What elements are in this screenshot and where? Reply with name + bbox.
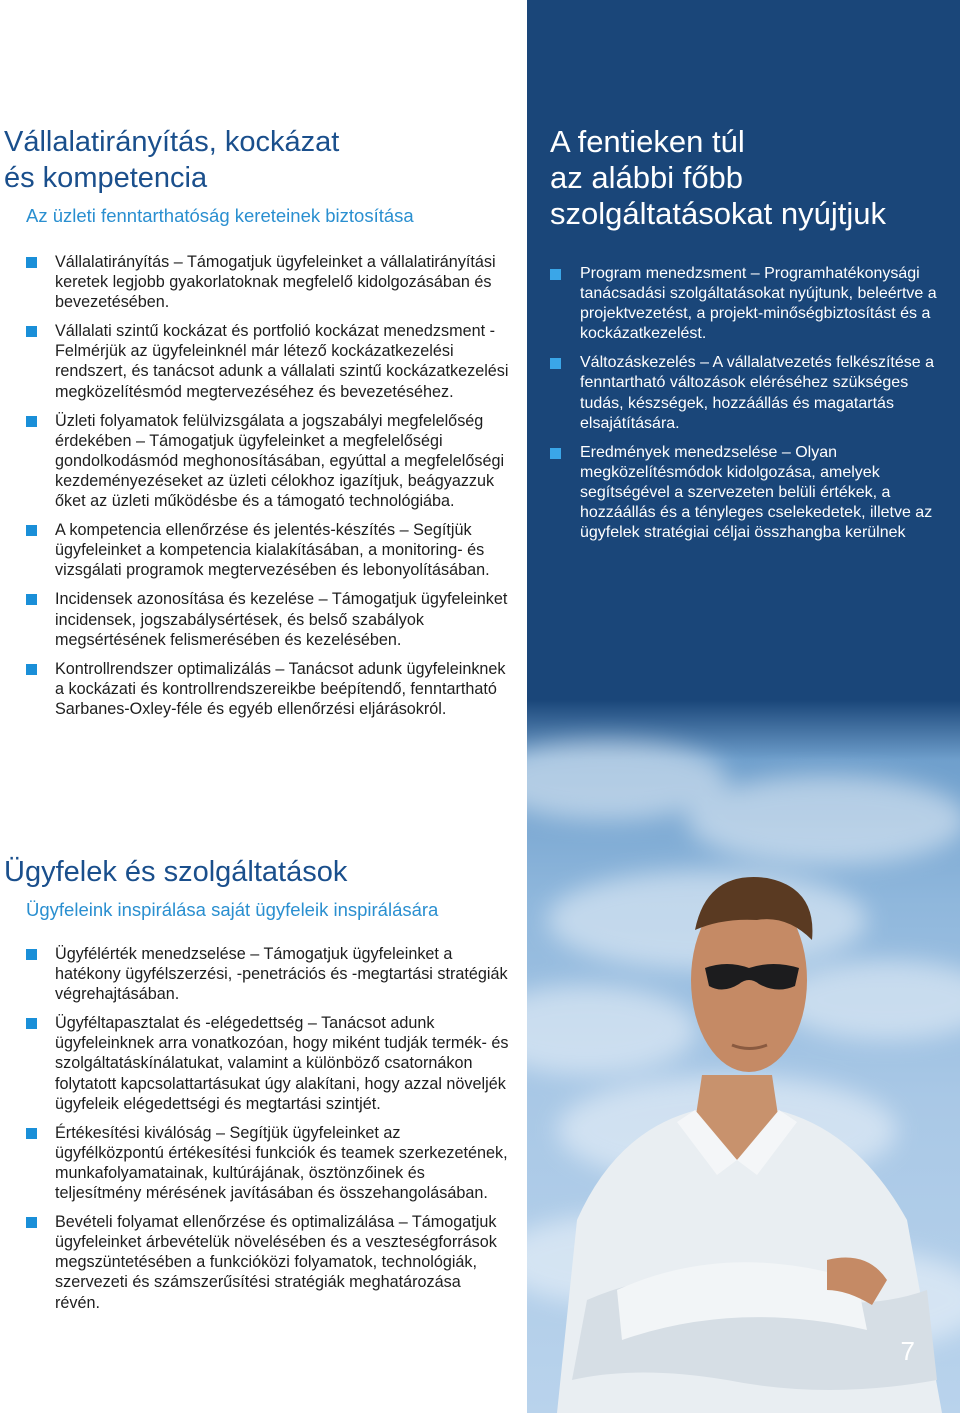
square-bullet-icon bbox=[26, 1217, 37, 1228]
list-item: Kontrollrendszer optimalizálás – Tanácsot adunk ügyfeleinknek a kockázati és kontrollrendszereikbe beépítendő, fenntartható Sarbanes-Oxley-féle és egyéb ellenőrzési eljárásokról. bbox=[26, 659, 509, 719]
list-item: Vállalati szintű kockázat és portfolió kockázat menedzsment - Felmérjük az ügyfeleinknél már létező kockázatkezelési rendszert, és tanácsot adunk a vállalati szintű kockázatkezelési megközelítésmód megtervezéséhez és bevezetéséhez. bbox=[26, 321, 509, 401]
section-title-clients: Ügyfelek és szolgáltatások bbox=[4, 856, 348, 888]
list-item: Bevételi folyamat ellenőrzése és optimalizálása – Támogatjuk ügyfeleinket árbevételük növelésében és a veszteségforrások megszüntetésében a funkcióközi folyamatok, technológiák, szervezeti és számszerűsítési stratégiák meghatározása révén. bbox=[26, 1212, 509, 1312]
square-bullet-icon bbox=[26, 949, 37, 960]
clients-section bbox=[4, 854, 509, 1322]
governance-section bbox=[4, 124, 509, 728]
clients-list bbox=[4, 944, 509, 1313]
square-bullet-icon bbox=[550, 269, 561, 280]
list-item: Ügyfélérték menedzselése – Támogatjuk ügyfeleinket a hatékony ügyfélszerzési, -penetrációs és -megtartási stratégiák végrehajtásában. bbox=[26, 944, 509, 1004]
square-bullet-icon bbox=[26, 1128, 37, 1139]
square-bullet-icon bbox=[26, 257, 37, 268]
man-with-sunglasses-image bbox=[527, 860, 960, 1413]
square-bullet-icon bbox=[26, 594, 37, 605]
square-bullet-icon bbox=[26, 525, 37, 536]
square-bullet-icon bbox=[550, 358, 561, 369]
section-subtitle-clients: Ügyfeleink inspirálása saját ügyfeleik inspirálására bbox=[26, 899, 439, 920]
list-item: Program menedzsment – Programhatékonysági tanácsadási szolgáltatásokat nyújtunk, beleértve a projektvezetést, a projekt-minőségbiztosítást és a kockázatkezelést. bbox=[550, 264, 950, 344]
square-bullet-icon bbox=[26, 326, 37, 337]
square-bullet-icon bbox=[550, 448, 561, 459]
list-item: Értékesítési kiválóság – Segítjük ügyfeleinket az ügyfélközpontú értékesítési funkciók és teamek szerkezetének, munkafolyamatainak, kultúrájának, ösztönzőinek és teljesítmény mérésének javításában és összehangolásában. bbox=[26, 1123, 509, 1203]
list-item: A kompetencia ellenőrzése és jelentés-készítés – Segítjük ügyfeleinket a kompetencia kialakításában, a monitoring- és vizsgálati programok megtervezésében és lebonyolításában. bbox=[26, 520, 509, 580]
section-subtitle-governance: Az üzleti fenntarthatóság kereteinek biztosítása bbox=[26, 205, 414, 226]
list-item: Ügyféltapasztalat és -elégedettség – Tanácsot adunk ügyfeleinknek arra vonatkozóan, hogy miként tudják termék- és szolgáltatáskínálatukat, valamint a különböző csatornákon folytatott kapcsolattartásukat úgy alakítani, hogy azzal növeljék ügyfeleik elégedettségi és megtartási szintjét. bbox=[26, 1013, 509, 1113]
square-bullet-icon bbox=[26, 416, 37, 427]
square-bullet-icon bbox=[26, 1018, 37, 1029]
list-item: Változáskezelés – A vállalatvezetés felkészítése a fenntartható változások eléréséhez szükséges tudás, készségek, hozzáállás és magatartás elsajátítására. bbox=[550, 353, 950, 433]
right-panel bbox=[527, 0, 960, 1413]
square-bullet-icon bbox=[26, 664, 37, 675]
services-list bbox=[550, 264, 950, 552]
list-item: Incidensek azonosítása és kezelése – Támogatjuk ügyfeleinket incidensek, jogszabálysértések, és belső szabályok megsértésének felismerésében és kezelésében. bbox=[26, 589, 509, 649]
list-item: Vállalatirányítás – Támogatjuk ügyfeleinket a vállalatirányítási keretek legjobb gyakorlatoknak megfelelő kidolgozásában és bevezetésében. bbox=[26, 252, 509, 312]
page-number: 7 bbox=[900, 1336, 915, 1366]
list-item: Üzleti folyamatok felülvizsgálata a jogszabályi megfelelőség érdekében – Támogatjuk ügyfeleinket a megfelelőségi gondolkodásmód meghonosításában, egyúttal a megfelelőségi kezdeményezéseket az üzleti célokhoz igazítjuk, beágyazzuk őket az üzleti működésbe és a támogató technológiába. bbox=[26, 411, 509, 511]
governance-list bbox=[4, 252, 509, 719]
list-item: Eredmények menedzselése – Olyan megközelítésmódok kidolgozása, amelyek segítségével a szervezeten belüli értékek, a hozzáállás és a tényleges cselekedetek, illetve az ügyfelek stratégiai céljai összhangba kerülnek bbox=[550, 443, 950, 543]
right-panel-title: A fentieken túl az alábbi főbb szolgáltatásokat nyújtjuk bbox=[550, 124, 887, 231]
section-title-governance: Vállalatirányítás, kockázat és kompetencia bbox=[4, 126, 340, 194]
